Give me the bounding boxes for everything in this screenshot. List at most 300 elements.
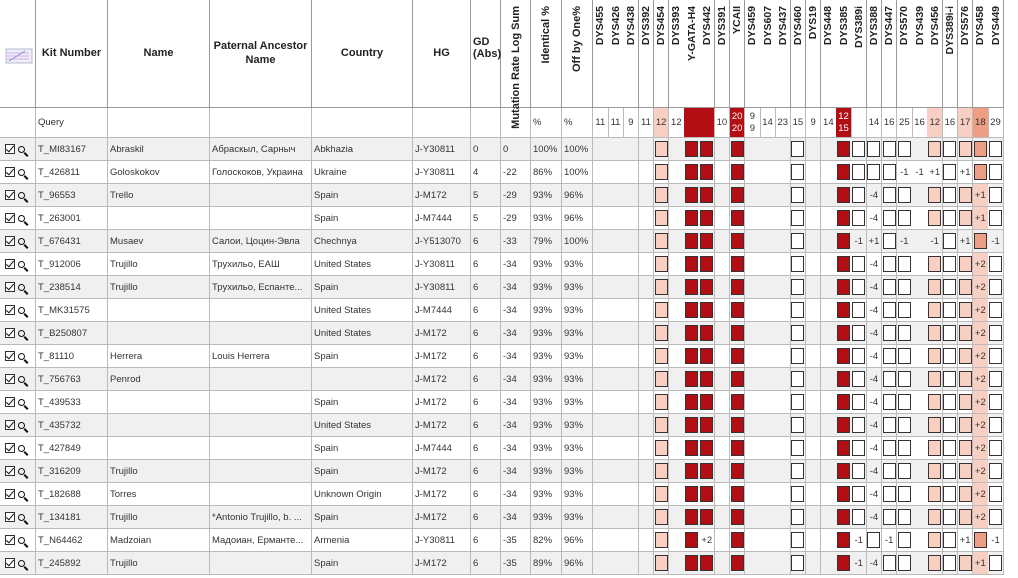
row-mutation: -33 [501, 230, 531, 253]
marker-diff: -4 [869, 373, 879, 385]
row-marker-dys439 [912, 460, 928, 483]
row-marker-dys460 [791, 529, 807, 552]
header-mutation-label: Mutation Rate Log Sum [509, 6, 522, 129]
row-checkbox[interactable] [5, 144, 15, 154]
row-marker-dys456 [927, 161, 943, 184]
row-gd: 6 [471, 460, 501, 483]
header-marker-dys442[interactable] [699, 0, 715, 108]
magnifier-icon[interactable] [18, 146, 25, 153]
row-checkbox[interactable] [5, 466, 15, 476]
header-marker-y-gata-h4[interactable] [684, 0, 700, 108]
magnifier-icon[interactable] [18, 261, 25, 268]
row-marker-dys389i-i [943, 552, 959, 575]
marker-label: DYS19 [807, 6, 820, 40]
header-marker-dys576[interactable] [958, 0, 974, 108]
row-marker-ycaii [730, 391, 746, 414]
row-identical: 82% [531, 529, 562, 552]
marker-box [989, 509, 1002, 525]
row-marker-dys458 [973, 207, 989, 230]
row-name: Musaev [108, 230, 210, 253]
header-marker-dys389i[interactable] [851, 0, 867, 108]
query-value-dys442 [699, 108, 715, 138]
row-marker-dys389i [851, 138, 867, 161]
marker-box [867, 164, 880, 180]
row-kit[interactable]: T_435732 [36, 414, 108, 437]
row-marker-dys448 [821, 437, 837, 460]
header-marker-dys454[interactable] [654, 0, 670, 108]
marker-diff: +1 [974, 212, 986, 224]
magnifier-icon[interactable] [18, 537, 25, 544]
row-marker-dys449 [988, 184, 1004, 207]
magnifier-icon[interactable] [18, 399, 25, 406]
header-marker-dys447[interactable] [882, 0, 898, 108]
row-marker-dys438 [623, 506, 639, 529]
marker-box [837, 279, 850, 295]
marker-box [928, 210, 941, 226]
marker-box [731, 348, 744, 364]
row-hg: J-M172 [413, 414, 471, 437]
row-offbyone: 93% [562, 460, 593, 483]
header-hg[interactable] [413, 0, 471, 108]
row-marker-y-gata-h4 [684, 138, 700, 161]
row-kit[interactable]: T_439533 [36, 391, 108, 414]
marker-diff: -4 [869, 511, 879, 523]
header-marker-dys392[interactable] [639, 0, 655, 108]
marker-diff: -1 [854, 534, 863, 546]
row-select[interactable] [0, 161, 36, 184]
header-gd[interactable] [471, 0, 501, 108]
row-marker-dys393 [669, 506, 685, 529]
row-paternal [210, 299, 312, 322]
magnifier-icon[interactable] [18, 192, 25, 199]
row-marker-dys442 [699, 138, 715, 161]
row-marker-dys448 [821, 483, 837, 506]
row-marker-dys437 [775, 460, 791, 483]
query-offbyone: % [562, 108, 593, 138]
header-marker-dys455[interactable] [593, 0, 609, 108]
row-marker-dys385 [836, 552, 852, 575]
marker-box [852, 210, 865, 226]
marker-box [685, 279, 698, 295]
row-kit[interactable]: T_238514 [36, 276, 108, 299]
row-marker-dys437 [775, 345, 791, 368]
row-kit[interactable]: T_MK31575 [36, 299, 108, 322]
row-marker-ycaii [730, 253, 746, 276]
row-paternal [210, 552, 312, 575]
row-select[interactable] [0, 253, 36, 276]
marker-label: DYS447 [883, 6, 896, 46]
row-marker-dys385 [836, 230, 852, 253]
row-kit[interactable]: T_MI83167 [36, 138, 108, 161]
row-marker-dys392 [639, 276, 655, 299]
row-marker-dys448 [821, 299, 837, 322]
row-marker-dys458 [973, 161, 989, 184]
header-marker-dys385[interactable] [836, 0, 852, 108]
magnifier-icon[interactable] [18, 376, 25, 383]
row-identical: 93% [531, 506, 562, 529]
row-marker-dys456 [927, 460, 943, 483]
row-marker-dys385 [836, 368, 852, 391]
row-select[interactable] [0, 460, 36, 483]
row-gd: 6 [471, 391, 501, 414]
marker-box [898, 371, 911, 387]
row-marker-dys437 [775, 138, 791, 161]
header-marker-dys426[interactable] [608, 0, 624, 108]
marker-diff: +2 [974, 373, 986, 385]
marker-box [989, 325, 1002, 341]
row-checkbox[interactable] [5, 351, 15, 361]
marker-box [867, 532, 880, 548]
magnifier-icon[interactable] [18, 169, 25, 176]
header-kit[interactable] [36, 0, 108, 108]
row-marker-dys438 [623, 460, 639, 483]
row-kit[interactable]: T_245892 [36, 552, 108, 575]
row-marker-dys456 [927, 138, 943, 161]
row-marker-dys448 [821, 253, 837, 276]
header-marker-dys607[interactable] [760, 0, 776, 108]
header-paternal[interactable] [210, 0, 312, 108]
marker-box [837, 394, 850, 410]
row-marker-dys455 [593, 230, 609, 253]
row-select[interactable] [0, 506, 36, 529]
row-checkbox[interactable] [5, 213, 15, 223]
row-marker-dys389i-i [943, 460, 959, 483]
query-value-dys385 [836, 108, 852, 138]
header-marker-ycaii[interactable] [730, 0, 746, 108]
marker-label: DYS438 [624, 6, 637, 46]
row-name [108, 437, 210, 460]
row-offbyone: 93% [562, 437, 593, 460]
magnifier-icon[interactable] [18, 422, 25, 429]
header-offbyone[interactable] [562, 0, 593, 108]
row-marker-y-gata-h4 [684, 299, 700, 322]
marker-box [883, 440, 896, 456]
row-marker-dys456 [927, 322, 943, 345]
row-mutation: -29 [501, 207, 531, 230]
row-select[interactable] [0, 276, 36, 299]
marker-box [852, 417, 865, 433]
row-name: Trujillo [108, 552, 210, 575]
row-select[interactable] [0, 230, 36, 253]
header-marker-dys391[interactable] [715, 0, 731, 108]
row-select[interactable] [0, 138, 36, 161]
row-marker-dys454 [654, 161, 670, 184]
row-marker-ycaii [730, 230, 746, 253]
row-checkbox[interactable] [5, 535, 15, 545]
query-country [312, 108, 413, 138]
row-marker-dys447 [882, 207, 898, 230]
header-marker-dys19[interactable] [806, 0, 822, 108]
row-kit[interactable]: T_182688 [36, 483, 108, 506]
marker-box [700, 555, 713, 571]
marker-diff: +2 [974, 488, 986, 500]
marker-box [655, 279, 668, 295]
magnifier-icon[interactable] [18, 238, 25, 245]
header-country[interactable] [312, 0, 413, 108]
row-marker-dys448 [821, 506, 837, 529]
row-marker-y-gata-h4 [684, 552, 700, 575]
header-country-label: Country [340, 46, 384, 59]
row-kit[interactable]: T_B250807 [36, 322, 108, 345]
row-paternal [210, 414, 312, 437]
header-marker-dys389i-i[interactable] [943, 0, 959, 108]
row-hg: J-M7444 [413, 437, 471, 460]
marker-label: DYS389i [852, 6, 865, 49]
row-marker-dys455 [593, 184, 609, 207]
row-mutation: -34 [501, 414, 531, 437]
row-marker-dys454 [654, 506, 670, 529]
row-checkbox[interactable] [5, 512, 15, 522]
header-mutation[interactable] [501, 0, 531, 129]
row-marker-dys570 [897, 276, 913, 299]
magnifier-icon[interactable] [18, 514, 25, 521]
row-marker-dys460 [791, 506, 807, 529]
marker-box [883, 555, 896, 571]
row-offbyone: 96% [562, 529, 593, 552]
header-marker-dys439[interactable] [912, 0, 928, 108]
row-name: Trujillo [108, 460, 210, 483]
header-marker-dys393[interactable] [669, 0, 685, 108]
marker-diff: -4 [869, 557, 879, 569]
magnifier-icon[interactable] [18, 445, 25, 452]
marker-box [837, 417, 850, 433]
header-marker-dys456[interactable] [927, 0, 943, 108]
marker-diff: +2 [974, 396, 986, 408]
row-marker-dys389i [851, 368, 867, 391]
marker-box [685, 141, 698, 157]
row-select[interactable] [0, 414, 36, 437]
row-name: Trujillo [108, 506, 210, 529]
row-kit[interactable]: T_427849 [36, 437, 108, 460]
marker-box [852, 279, 865, 295]
marker-box [898, 486, 911, 502]
magnifier-icon[interactable] [18, 215, 25, 222]
row-marker-dys385 [836, 207, 852, 230]
row-marker-dys19 [806, 483, 822, 506]
query-stacked-value: 20 [731, 110, 743, 122]
magnifier-icon[interactable] [18, 307, 25, 314]
header-identical[interactable] [531, 0, 562, 108]
row-hg: J-Y30811 [413, 276, 471, 299]
query-value-dys437: 23 [775, 108, 791, 138]
header-marker-dys437[interactable] [775, 0, 791, 108]
row-checkbox[interactable] [5, 420, 15, 430]
marker-box [731, 417, 744, 433]
row-marker-dys576 [958, 437, 974, 460]
marker-box [974, 141, 987, 157]
row-offbyone: 93% [562, 253, 593, 276]
marker-label: DYS388 [867, 6, 880, 46]
row-checkbox[interactable] [5, 305, 15, 315]
marker-diff: +1 [959, 534, 971, 546]
marker-box [989, 256, 1002, 272]
marker-box [898, 394, 911, 410]
row-marker-dys393 [669, 552, 685, 575]
row-mutation: -34 [501, 460, 531, 483]
row-checkbox[interactable] [5, 374, 15, 384]
row-marker-dys393 [669, 161, 685, 184]
row-marker-dys385 [836, 460, 852, 483]
query-identical: % [531, 108, 562, 138]
query-hg [413, 108, 471, 138]
row-marker-y-gata-h4 [684, 437, 700, 460]
row-checkbox[interactable] [5, 558, 15, 568]
row-paternal [210, 391, 312, 414]
magnifier-icon[interactable] [18, 560, 25, 567]
marker-box [685, 371, 698, 387]
header-marker-dys460[interactable] [791, 0, 807, 108]
row-name: Penrod [108, 368, 210, 391]
query-spacer [0, 108, 36, 138]
row-marker-dys439 [912, 184, 928, 207]
header-marker-dys570[interactable] [897, 0, 913, 108]
marker-box [928, 486, 941, 502]
marker-box [685, 302, 698, 318]
row-select[interactable] [0, 391, 36, 414]
magnifier-icon[interactable] [18, 330, 25, 337]
marker-box [883, 233, 896, 249]
header-marker-dys449[interactable] [988, 0, 1004, 108]
row-checkbox[interactable] [5, 259, 15, 269]
row-select[interactable] [0, 207, 36, 230]
row-select[interactable] [0, 552, 36, 575]
marker-diff: +2 [701, 534, 713, 546]
marker-label: DYS389i-i [943, 6, 956, 55]
row-checkbox[interactable] [5, 190, 15, 200]
query-value-dys454: 12 [654, 108, 670, 138]
row-kit[interactable]: T_426811 [36, 161, 108, 184]
row-select[interactable] [0, 483, 36, 506]
row-gd: 6 [471, 414, 501, 437]
header-marker-dys438[interactable] [623, 0, 639, 108]
row-marker-dys448 [821, 460, 837, 483]
row-select[interactable] [0, 322, 36, 345]
row-paternal: Трухильо, ЕАШ [210, 253, 312, 276]
magnifier-icon[interactable] [18, 284, 25, 291]
row-offbyone: 93% [562, 299, 593, 322]
row-marker-dys455 [593, 529, 609, 552]
row-marker-ycaii [730, 437, 746, 460]
marker-box [655, 233, 668, 249]
row-marker-dys438 [623, 184, 639, 207]
row-paternal [210, 437, 312, 460]
row-marker-dys385 [836, 506, 852, 529]
row-kit[interactable]: T_316209 [36, 460, 108, 483]
header-marker-dys458[interactable] [973, 0, 989, 108]
header-marker-dys459[interactable] [745, 0, 761, 108]
row-marker-dys388 [867, 322, 883, 345]
row-kit[interactable]: T_912006 [36, 253, 108, 276]
row-marker-dys449 [988, 345, 1004, 368]
row-marker-dys442 [699, 230, 715, 253]
row-checkbox[interactable] [5, 236, 15, 246]
row-select[interactable] [0, 184, 36, 207]
row-select[interactable] [0, 529, 36, 552]
row-kit[interactable]: T_756763 [36, 368, 108, 391]
row-checkbox[interactable] [5, 397, 15, 407]
row-kit[interactable]: T_134181 [36, 506, 108, 529]
row-marker-dys437 [775, 184, 791, 207]
row-marker-dys448 [821, 138, 837, 161]
row-marker-dys392 [639, 552, 655, 575]
row-marker-dys19 [806, 322, 822, 345]
magnifier-icon[interactable] [18, 468, 25, 475]
row-kit[interactable]: T_676431 [36, 230, 108, 253]
row-marker-dys19 [806, 529, 822, 552]
row-marker-dys449 [988, 391, 1004, 414]
row-kit[interactable]: T_N64462 [36, 529, 108, 552]
row-kit[interactable]: T_263001 [36, 207, 108, 230]
query-value-dys439: 16 [912, 108, 928, 138]
marker-box [852, 141, 865, 157]
marker-label: DYS570 [898, 6, 911, 46]
row-marker-dys447 [882, 483, 898, 506]
marker-box [928, 532, 941, 548]
marker-box [898, 256, 911, 272]
row-marker-dys19 [806, 276, 822, 299]
row-kit[interactable]: T_96553 [36, 184, 108, 207]
row-hg: J-Y30811 [413, 138, 471, 161]
marker-box [974, 532, 987, 548]
magnifier-icon[interactable] [18, 491, 25, 498]
row-select[interactable] [0, 345, 36, 368]
row-country: Spain [312, 276, 413, 299]
row-marker-dys439 [912, 230, 928, 253]
row-marker-dys426 [608, 184, 624, 207]
row-marker-dys389i [851, 483, 867, 506]
marker-box [989, 371, 1002, 387]
row-checkbox[interactable] [5, 443, 15, 453]
row-marker-dys460 [791, 230, 807, 253]
row-marker-y-gata-h4 [684, 460, 700, 483]
marker-box [928, 348, 941, 364]
marker-box [852, 463, 865, 479]
marker-diff: +1 [959, 235, 971, 247]
row-kit[interactable]: T_81110 [36, 345, 108, 368]
marker-box [943, 417, 956, 433]
row-marker-dys456 [927, 184, 943, 207]
row-marker-dys576 [958, 414, 974, 437]
row-checkbox[interactable] [5, 282, 15, 292]
row-checkbox[interactable] [5, 328, 15, 338]
marker-box [928, 279, 941, 295]
marker-box [989, 417, 1002, 433]
row-select[interactable] [0, 437, 36, 460]
row-marker-dys437 [775, 253, 791, 276]
row-identical: 93% [531, 207, 562, 230]
row-select[interactable] [0, 368, 36, 391]
marker-box [731, 256, 744, 272]
row-identical: 100% [531, 138, 562, 161]
row-gd: 5 [471, 207, 501, 230]
row-marker-dys19 [806, 138, 822, 161]
row-checkbox[interactable] [5, 489, 15, 499]
row-marker-dys447 [882, 437, 898, 460]
row-checkbox[interactable] [5, 167, 15, 177]
row-marker-dys393 [669, 391, 685, 414]
marker-label: DYS458 [974, 6, 987, 46]
row-marker-dys458 [973, 460, 989, 483]
row-marker-dys448 [821, 184, 837, 207]
marker-box [655, 325, 668, 341]
magnifier-icon[interactable] [18, 353, 25, 360]
row-marker-dys426 [608, 253, 624, 276]
row-marker-dys454 [654, 276, 670, 299]
header-marker-dys448[interactable] [821, 0, 837, 108]
row-select[interactable] [0, 299, 36, 322]
header-marker-dys388[interactable] [867, 0, 883, 108]
header-name[interactable] [108, 0, 210, 108]
